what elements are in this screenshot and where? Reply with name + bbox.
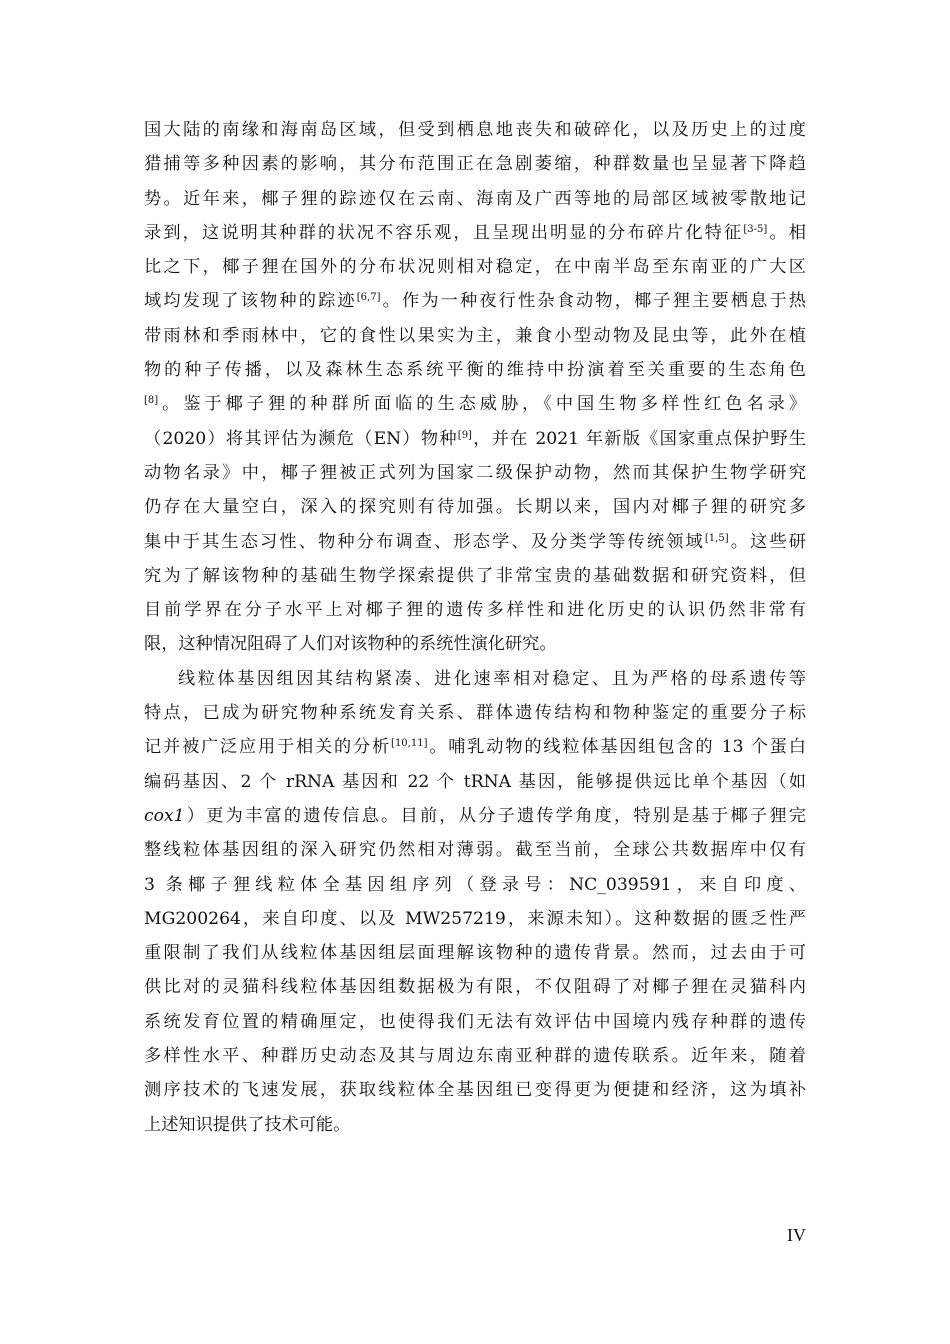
- citation-superscript: [10,11]: [391, 738, 428, 750]
- text-line: [144, 970, 806, 1004]
- text-line: [144, 559, 806, 593]
- text-line: [144, 387, 806, 421]
- text-line: [144, 319, 806, 353]
- citation-superscript: [9]: [457, 429, 472, 441]
- text-segment: 究为了解该物种的基础生物学探索提供了非常宝贵的基础数据和研究资料，但: [144, 565, 806, 586]
- text-segment: 。这些研: [728, 531, 806, 552]
- text-segment: （2020）将其评估为濒危（EN）物种: [144, 428, 458, 449]
- text-line: [144, 902, 806, 936]
- text-segment: 系统发育位置的精确厘定，也使得我们无法有效评估中国境内残存种群的遗传: [144, 1011, 806, 1032]
- text-segment: 国大陆的南缘和海南岛区域，但受到栖息地丧失和破碎化，以及历史上的过度: [144, 120, 806, 140]
- text-segment: 比之下，椰子狸在国外的分布状况则相对稳定，在中南半岛至东南亚的广大区: [144, 257, 806, 278]
- document-body: [144, 113, 806, 1142]
- text-segment: 整线粒体基因组的深入研究仍然相对薄弱。截至当前，全球公共数据库中仅有: [144, 840, 806, 861]
- text-line: [144, 490, 806, 524]
- text-segment: MG200264，来自印度、以及 MW257219，来源未知）。这种数据的匮乏性严: [144, 908, 806, 929]
- paragraph: [144, 662, 806, 1142]
- text-line: [144, 1039, 806, 1073]
- text-line: [144, 730, 806, 764]
- text-segment: 多样性水平、种群历史动态及其与周边东南亚种群的遗传联系。近年来，随着: [144, 1046, 806, 1067]
- text-segment: 。鉴于椰子狸的种群所面临的生态威胁，《中国生物多样性红色名录》: [158, 394, 806, 415]
- text-segment: 物的种子传播，以及森林生态系统平衡的维持中扮演着至关重要的生态角色: [144, 360, 806, 381]
- text-segment: 动物名录》中，椰子狸被正式列为国家二级保护动物，然而其保护生物学研究: [144, 462, 806, 483]
- text-segment: 录到，这说明其种群的状况不容乐观，且呈现出明显的分布碎片化特征: [144, 222, 744, 243]
- text-line: [144, 525, 806, 559]
- text-segment: 特点，已成为研究物种系统发育关系、群体遗传结构和物种鉴定的重要分子标: [144, 703, 806, 724]
- text-segment: 线粒体基因组因其结构紧凑、进化速率相对稳定、且为严格的母系遗传等: [178, 668, 806, 689]
- text-line: [144, 1005, 806, 1039]
- text-segment: ）更为丰富的遗传信息。目前，从分子遗传学角度，特别是基于椰子狸完: [184, 805, 806, 826]
- page-number: IV: [787, 1225, 806, 1245]
- text-line: [144, 456, 806, 490]
- text-segment: 记并被广泛应用于相关的分析: [144, 737, 392, 758]
- citation-superscript: [8]: [144, 395, 159, 407]
- text-segment: ，并在 2021 年新版《国家重点保护野生: [471, 428, 807, 449]
- text-segment: 域均发现了该物种的踪迹: [144, 291, 357, 312]
- text-line: [144, 833, 806, 867]
- text-line: [144, 1073, 806, 1107]
- text-line: [144, 147, 806, 181]
- text-line: [144, 422, 806, 456]
- text-segment: 集中于其生态习性、物种分布调查、形态学、及分类学等传统领域: [144, 531, 705, 552]
- text-segment: 势。近年来，椰子狸的踪迹仅在云南、海南及广西等地的局部区域被零散地记: [144, 188, 806, 209]
- text-segment: 上述知识提供了技术可能。: [144, 1114, 351, 1135]
- text-line: [144, 113, 806, 147]
- text-line: [144, 182, 806, 216]
- text-segment: 带雨林和季雨林中，它的食性以果实为主，兼食小型动物及昆虫等，此外在植: [144, 325, 806, 346]
- text-segment: 。相: [767, 222, 806, 243]
- text-line: [144, 662, 806, 696]
- citation-superscript: [1,5]: [704, 532, 729, 544]
- text-segment: 目前学界在分子水平上对椰子狸的遗传多样性和进化历史的认识仍然非常有: [144, 600, 806, 621]
- text-line: [144, 593, 806, 627]
- text-line: [144, 250, 806, 284]
- text-line: [144, 1108, 806, 1142]
- text-segment: 测序技术的飞速发展，获取线粒体全基因组已变得更为便捷和经济，这为填补: [144, 1080, 806, 1101]
- text-line: [144, 868, 806, 902]
- text-line: [144, 353, 806, 387]
- text-segment: 3 条椰子狸线粒体全基因组序列（登录号：NC_039591，来自印度、: [144, 874, 806, 895]
- text-segment: 重限制了我们从线粒体基因组层面理解该物种的遗传背景。然而，过去由于可: [144, 943, 806, 964]
- gene-name-italic: cox1: [144, 805, 185, 826]
- text-segment: 仍存在大量空白，深入的探究则有待加强。长期以来，国内对椰子狸的研究多: [144, 497, 806, 518]
- text-segment: 供比对的灵猫科线粒体基因组数据极为有限，不仅阻碍了对椰子狸在灵猫科内: [144, 977, 806, 998]
- text-segment: 猎捕等多种因素的影响，其分布范围正在急剧萎缩，种群数量也呈显著下降趋: [144, 154, 806, 175]
- text-line: [144, 696, 806, 730]
- text-line: [144, 936, 806, 970]
- text-line: [144, 799, 806, 833]
- text-segment: 编码基因、2 个 rRNA 基因和 22 个 tRNA 基因，能够提供远比单个基因（如: [144, 771, 806, 792]
- citation-superscript: [3-5]: [743, 223, 768, 235]
- paragraph: [144, 113, 806, 662]
- text-line: [144, 216, 806, 250]
- text-segment: 。哺乳动物的线粒体基因组包含的 13 个蛋白: [427, 737, 806, 758]
- text-segment: 。作为一种夜行性杂食动物，椰子狸主要栖息于热: [380, 291, 806, 312]
- text-segment: 限，这种情况阻碍了人们对该物种的系统性演化研究。: [144, 634, 557, 655]
- citation-superscript: [6,7]: [356, 292, 381, 304]
- text-line: [144, 627, 806, 661]
- text-line: [144, 765, 806, 799]
- text-line: [144, 284, 806, 318]
